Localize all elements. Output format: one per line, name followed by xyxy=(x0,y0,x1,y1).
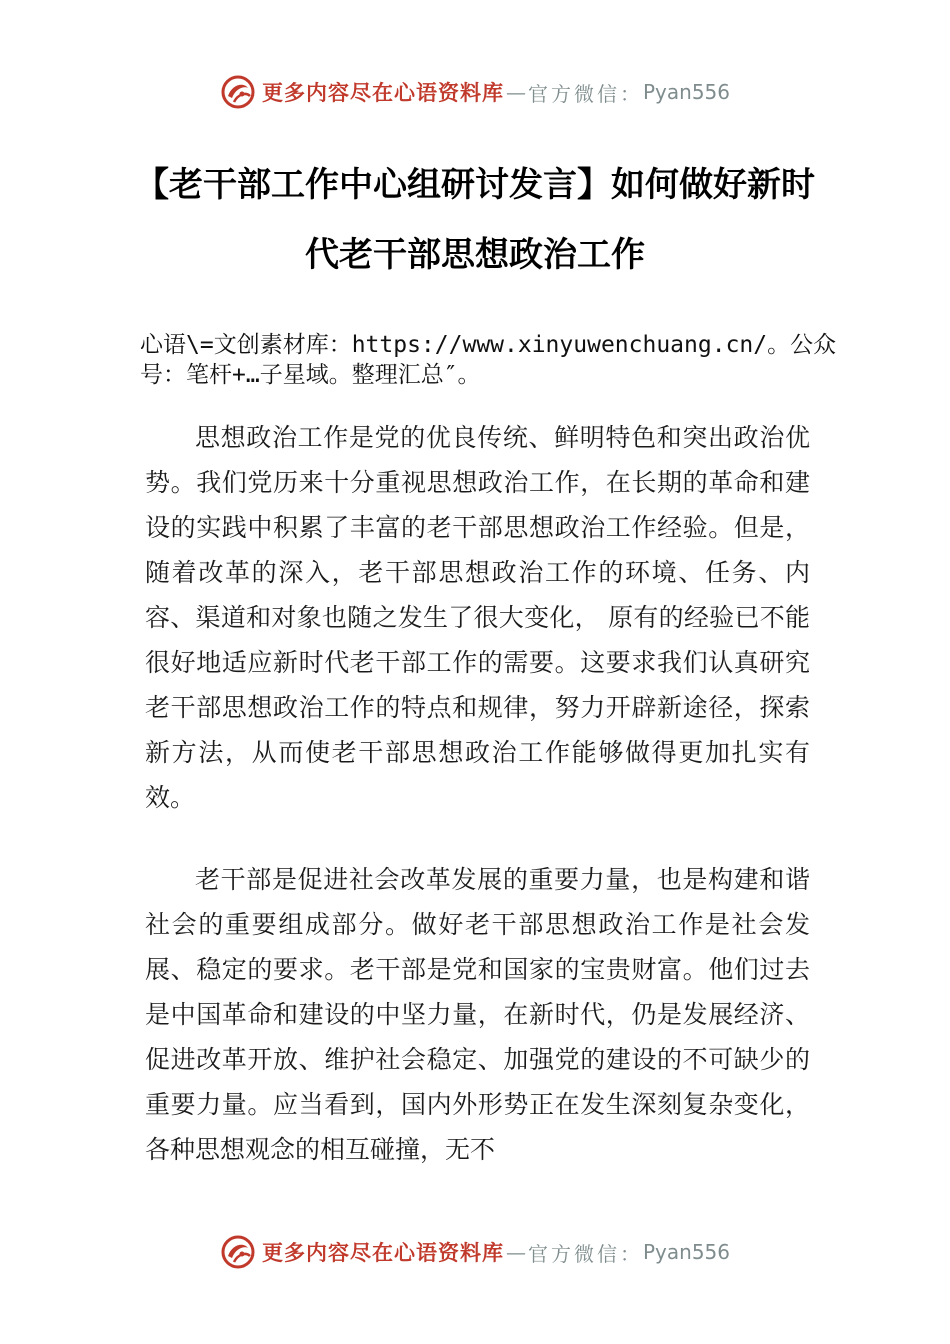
document-title: 【老干部工作中心组研讨发言】如何做好新时代老干部思想政治工作 xyxy=(135,165,815,275)
banner-separator: — xyxy=(505,80,526,104)
paragraph-1: 思想政治工作是党的优良传统、鲜明特色和突出政治优势。我们党历来十分重视思想政治工作，在长期的革命和建设的实践中积累了丰富的老干部思想政治工作经验。但是，随着改革的深入，老干部思想政治工作的环境、任务、内容、渠道和对象也随之发生了很大变化， 原有的经验已不能很好地适应新时代老干部工作的需要。这要求我们认真研究老干部思想政治工作的特点和规律，努力开辟新途径，探索新方法，从而使老干部思想政治工作能够做得更加扎实有效。 xyxy=(145,423,810,812)
banner-brand: 更多内容尽在心语资料库 xyxy=(261,80,504,105)
banner-wechat-label: 官方微信： xyxy=(527,81,643,106)
banner-wechat-id: Pyan556 xyxy=(642,1240,730,1264)
source-note: 心语\=文创素材库：https://www.xinyuwenchuang.cn/。公众号：笔杆+…子星域。整理汇总″。 xyxy=(140,332,837,388)
banner-wechat-id: Pyan556 xyxy=(642,80,730,104)
paragraph-2: 老干部是促进社会改革发展的重要力量，也是构建和谐社会的重要组成部分。做好老干部思想政治工作是社会发展、稳定的要求。老干部是党和国家的宝贵财富。他们过去是中国革命和建设的中坚力量，在新时代，仍是发展经济、促进改革开放、维护社会稳定、加强党的建设的不可缺少的重要力量。应当看到，国内外形势正在发生深刻复杂变化，各种思想观念的相互碰撞，无不 xyxy=(145,865,810,1164)
footer-banner xyxy=(0,1230,950,1274)
swirl-logo-icon xyxy=(220,1234,256,1270)
banner-separator: — xyxy=(505,1240,526,1264)
banner-wechat-label: 官方微信： xyxy=(527,1241,643,1266)
swirl-logo-icon xyxy=(220,74,256,110)
header-banner xyxy=(0,70,950,114)
banner-brand: 更多内容尽在心语资料库 xyxy=(261,1240,504,1265)
